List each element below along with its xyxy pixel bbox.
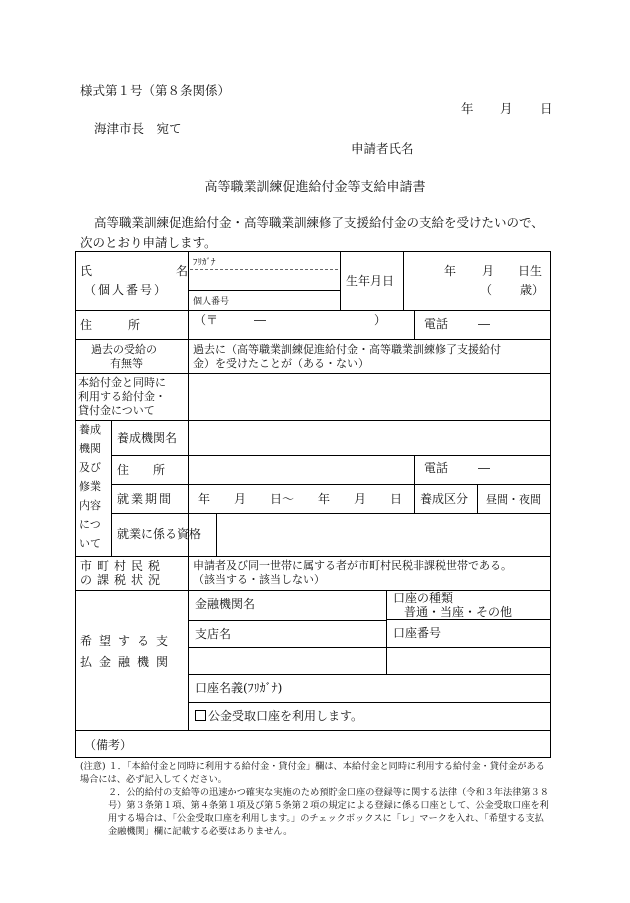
form-title: 高等職業訓練促進給付金等支給申請書	[204, 180, 426, 195]
course-type-label: 養成区分	[420, 492, 469, 506]
personal-number-label: 個人番号	[193, 297, 230, 307]
note-1	[80, 760, 550, 786]
training-side-label-3: 及び	[79, 461, 101, 474]
birth-year-label: 年	[444, 264, 457, 278]
account-holder-label: 口座名義(ﾌﾘｶﾞﾅ)	[195, 681, 283, 695]
age-open-paren: （	[480, 283, 493, 297]
past-receipt-label-line1: 過去の受給の	[91, 343, 157, 356]
period-label: 就業期間	[117, 492, 174, 506]
institution-phone-label: 電話	[424, 461, 449, 475]
institution-name-label: 養成機関名	[117, 431, 178, 445]
past-receipt-text-line2: 金）を受けたことが（ある・ない）	[193, 357, 369, 370]
training-side-label-7: いて	[79, 537, 101, 550]
training-side-label-2: 機関	[79, 442, 101, 455]
age-label: 歳）	[520, 283, 545, 297]
date-year-label: 年	[461, 101, 474, 116]
tax-status-label-line2: の課税状況	[80, 573, 166, 587]
bank-name-label: 金融機関名	[195, 597, 256, 611]
note-2-text: 公的給付の支給等の迅速かつ確実な実施のため預貯金口座の登録等に関する法律（令和３年法律第３８号）第３条第１項、第４条第１項及び第５条第２項の規定による登録に係る口座として、公金受取口座を利用する場合は、「公金受取口座を利用します。」のチェックボックスに「レ」マークを入れ、「希望する支払金融機関」欄に記載する必要はありません。	[108, 787, 549, 837]
past-receipt-text-line1: 過去に（高等職業訓練促進給付金・高等職業訓練修了支援給付	[193, 343, 501, 356]
past-receipt-label-line2: 有無等	[110, 357, 143, 370]
course-type-value: 昼間・夜間	[486, 493, 541, 506]
branch-name-label: 支店名	[195, 627, 232, 641]
birthdate-label: 生年月日	[346, 274, 395, 288]
qualification-label: 就業に係る資格	[117, 527, 202, 541]
phone-dash: ―	[478, 317, 490, 331]
remarks-label: （備考）	[84, 738, 133, 752]
concurrent-benefit-label-line1: 本給付金と同時に	[78, 376, 166, 389]
public-account-option[interactable]	[195, 709, 363, 723]
address-label: 住 所	[80, 318, 141, 332]
concurrent-benefit-label-line2: 利用する給付金・	[78, 390, 166, 403]
concurrent-benefit-label-line3: 貸付金について	[78, 404, 155, 417]
institution-address-label: 住 所	[117, 463, 166, 477]
note-1-text: 「本給付金と同時に利用する給付金・貸付金」欄は、本給付金と同時に利用する給付金・貸付金がある場合には、必ず記入してください。	[80, 761, 545, 785]
addressee: 海津市長 宛て	[94, 121, 182, 136]
personal-number-paren-label: （個人番号）	[84, 283, 169, 297]
note-2-prefix: ２．	[108, 787, 127, 798]
public-account-checkbox[interactable]	[195, 710, 206, 721]
note-2	[80, 786, 550, 838]
note-1-prefix: (注意) １．	[80, 761, 127, 772]
institution-phone-dash: ―	[478, 461, 490, 475]
applicant-name-label: 申請者氏名	[351, 141, 414, 156]
form-number: 様式第１号（第８条関係）	[80, 83, 231, 98]
tax-status-text-line2: （該当する・該当しない）	[193, 573, 325, 586]
date-day-label: 日	[540, 101, 553, 116]
phone-label: 電話	[424, 317, 449, 331]
birth-month-label: 月	[482, 264, 495, 278]
bank-label-line1: 希望する支	[80, 634, 176, 648]
account-number-label: 口座番号	[393, 626, 442, 640]
account-type-value: 普通・当座・その他	[404, 605, 513, 619]
postal-code-field: （〒 ― ）	[194, 313, 387, 327]
name-label: 氏 名	[80, 264, 189, 278]
public-account-label: 公金受取口座を利用します。	[208, 709, 364, 723]
training-side-label-5: 内容	[79, 499, 101, 512]
training-side-label-4: 修業	[79, 480, 101, 493]
birth-day-label: 日生	[518, 264, 543, 278]
training-side-label-1: 養成	[79, 423, 101, 436]
tax-status-label-line1: 市町村民税	[80, 559, 166, 573]
tax-status-text-line1: 申請者及び同一世帯に属する者が市町村民税非課税世帯である。	[193, 559, 512, 572]
training-side-label-6: につ	[79, 518, 101, 531]
account-type-label: 口座の種類	[393, 591, 454, 605]
date-month-label: 月	[500, 101, 513, 116]
period-field: 年 月 日～ 年 月 日	[198, 492, 403, 506]
intro-text: 高等職業訓練促進給付金・高等職業訓練修了支援給付金の支給を受けたいので、次のとおり申請します。	[80, 215, 544, 250]
furigana-label: ﾌﾘｶﾞﾅ	[193, 258, 216, 268]
bank-label-line2: 払金融機関	[80, 655, 176, 669]
